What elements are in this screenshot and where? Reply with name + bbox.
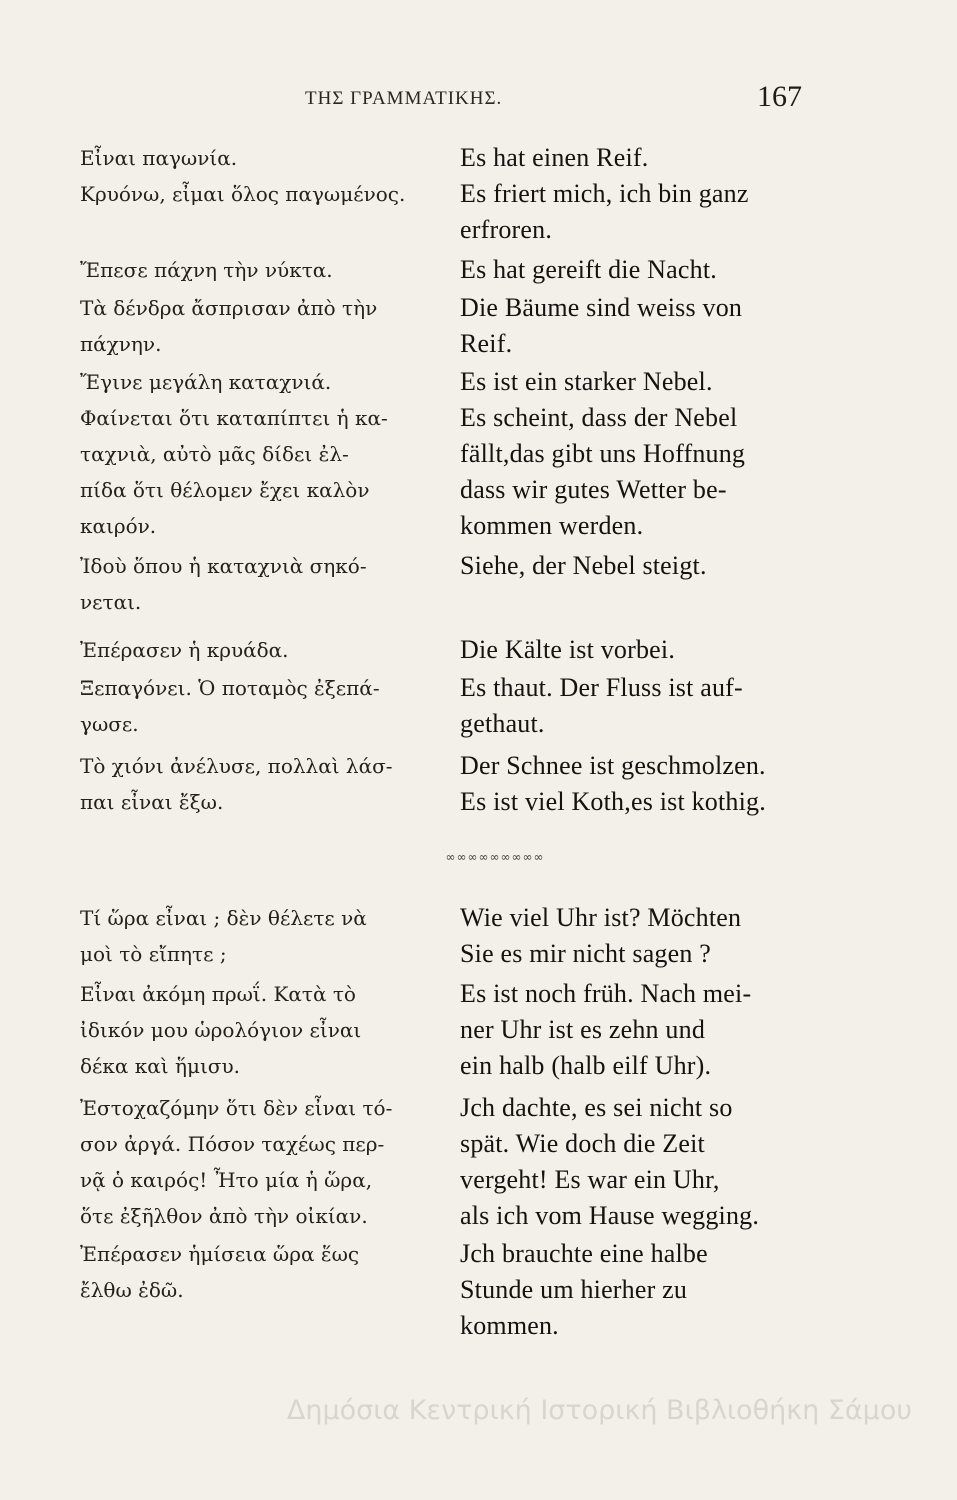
greek-phrase: Ἔπεσε πάχνη τὴν νύκτα. <box>80 258 333 282</box>
greek-phrase: Τὸ χιόνι ἀνέλυσε, πολλαὶ λάσ- παι εἶναι ἔξω. <box>80 754 393 814</box>
german-translation: Es ist ein starker Nebel. <box>460 367 713 396</box>
german-translation: Die Bäume sind weiss von Reif. <box>460 293 743 358</box>
german-translation: Es scheint, dass der Nebel fällt,das gibt uns Hoffnung dass wir gutes Wetter be- kommen werden. <box>460 403 746 540</box>
library-watermark <box>0 1395 957 1426</box>
greek-phrase: Εἶναι παγωνία. <box>80 146 238 170</box>
greek-phrase: Ἰδοὺ ὅπου ἡ καταχνιὰ σηκό- νεται. <box>80 554 367 614</box>
page-number: 167 <box>757 80 802 113</box>
watermark-text: Δημόσια Κεντρική Ιστορική Βιβλιοθήκη Σάμου <box>286 1395 912 1426</box>
greek-phrase: Εἶναι ἀκόμη πρωΐ. Κατὰ τὸ ἰδικόν μου ὡρολόγιον εἶναι δέκα καὶ ἥμισυ. <box>80 982 362 1078</box>
german-translation: Der Schnee ist geschmolzen. Es ist viel Koth,es ist kothig. <box>460 751 766 816</box>
german-translation: Jch brauchte eine halbe Stunde um hierher zu kommen. <box>460 1239 708 1340</box>
german-translation: Es hat einen Reif. <box>460 143 649 172</box>
greek-phrase: Τί ὥρα εἶναι ; δὲν θέλετε νὰ μοὶ τὸ εἴπητε ; <box>80 906 367 966</box>
german-translation: Es thaut. Der Fluss ist auf- gethaut. <box>460 673 743 738</box>
greek-phrase: Ἐπέρασεν ἡ κρυάδα. <box>80 638 289 662</box>
greek-phrase: Κρυόνω, εἶμαι ὅλος παγωμένος. <box>80 182 406 206</box>
greek-phrase: Φαίνεται ὅτι καταπίπτει ἡ κα- ταχνιὰ, αὐτὸ μᾶς δίδει ἐλ- πίδα ὅτι θέλομεν ἔχει καλὸν καιρόν. <box>80 406 388 538</box>
greek-phrase: Ἔγινε μεγάλη καταχνιά. <box>80 370 332 394</box>
greek-phrase: Ἐπέρασεν ἡμίσεια ὥρα ἕως ἔλθω ἐδῶ. <box>80 1242 360 1302</box>
german-translation: Jch dachte, es sei nicht so spät. Wie doch die Zeit vergeht! Es war ein Uhr, als ich vom Hause wegging. <box>460 1093 760 1230</box>
page-header <box>0 80 957 120</box>
running-title: ΤΗΣ ΓΡΑΜΜΑΤΙΚΗΣ. <box>305 88 503 109</box>
greek-phrase: Ἐστοχαζόμην ὅτι δὲν εἶναι τό- σον ἀργά. Πόσον ταχέως περ- νᾷ ὁ καιρός! Ἦτο μία ἡ ὥρα, ὅτε ἐξῆλθον ἀπὸ τὴν οἰκίαν. <box>80 1096 393 1228</box>
section-divider-ornament: ∞∞∞∞∞∞∞∞∞ <box>445 850 545 864</box>
german-translation: Es friert mich, ich bin ganz erfroren. <box>460 179 749 244</box>
german-translation: Es hat gereift die Nacht. <box>460 255 717 284</box>
german-translation: Siehe, der Nebel steigt. <box>460 551 707 580</box>
greek-phrase: Τὰ δένδρα ἄσπρισαν ἀπὸ τὴν πάχνην. <box>80 296 378 356</box>
german-translation: Es ist noch früh. Nach mei- ner Uhr ist es zehn und ein halb (halb eilf Uhr). <box>460 979 752 1080</box>
greek-phrase: Ξεπαγόνει. Ὁ ποταμὸς ἐξεπά- γωσε. <box>80 676 380 736</box>
german-translation: Die Kälte ist vorbei. <box>460 635 676 664</box>
german-translation: Wie viel Uhr ist? Möchten Sie es mir nicht sagen ? <box>460 903 742 968</box>
